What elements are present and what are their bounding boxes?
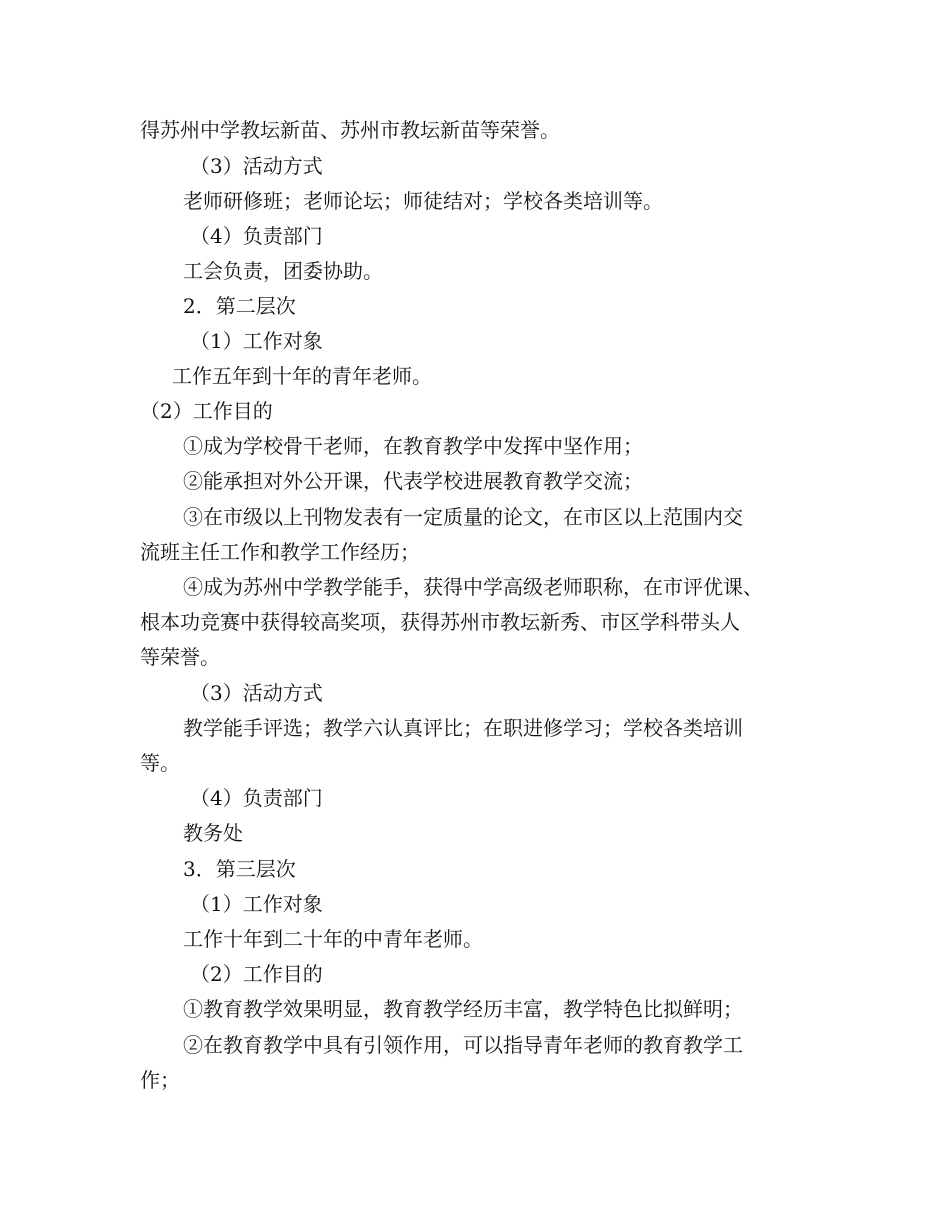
text-line: 等。 (140, 751, 180, 775)
text-line: 老师研修班；老师论坛；师徒结对；学校各类培训等。 (183, 189, 663, 213)
list-item: ②能承担对外公开课，代表学校进展教育教学交流； (183, 469, 643, 493)
section-heading: （3）活动方式 (190, 681, 323, 705)
level-heading: 3．第三层次 (183, 857, 296, 881)
text-line: 等荣誉。 (140, 645, 220, 669)
text-line: 得苏州中学教坛新苗、苏州市教坛新苗等荣誉。 (140, 118, 560, 142)
list-item: ①成为学校骨干老师，在教育教学中发挥中坚作用； (183, 434, 643, 458)
text-line: 根本功竞赛中获得较高奖项，获得苏州市教坛新秀、市区学科带头人 (140, 610, 740, 634)
list-item: ①教育教学效果明显，教育教学经历丰富，教学特色比拟鲜明； (183, 997, 743, 1021)
text-line: 教学能手评选；教学六认真评比；在职进修学习；学校各类培训 (183, 716, 743, 740)
section-heading: （2）工作目的 (190, 962, 323, 986)
list-item: ③在市级以上刊物发表有一定质量的论文，在市区以上范围内交 (183, 505, 743, 529)
level-heading: 2．第二层次 (183, 294, 296, 318)
text-line: 作； (140, 1068, 180, 1092)
list-item: ④成为苏州中学教学能手，获得中学高级老师职称，在市评优课、 (183, 575, 763, 599)
section-heading: （4）负责部门 (190, 786, 323, 810)
text-line: 工会负责，团委协助。 (183, 259, 383, 283)
text-line: 流班主任工作和教学工作经历； (140, 540, 420, 564)
list-item: ②在教育教学中具有引领作用，可以指导青年老师的教育教学工 (183, 1033, 743, 1057)
section-heading: （1）工作对象 (190, 892, 323, 916)
section-heading: （4）负责部门 (190, 224, 323, 248)
section-heading: （2）工作目的 (140, 399, 273, 423)
section-heading: （1）工作对象 (190, 329, 323, 353)
text-line: 工作五年到十年的青年老师。 (172, 364, 432, 388)
text-line: 教务处 (183, 821, 243, 845)
text-line: 工作十年到二十年的中青年老师。 (183, 927, 483, 951)
section-heading: （3）活动方式 (190, 154, 323, 178)
